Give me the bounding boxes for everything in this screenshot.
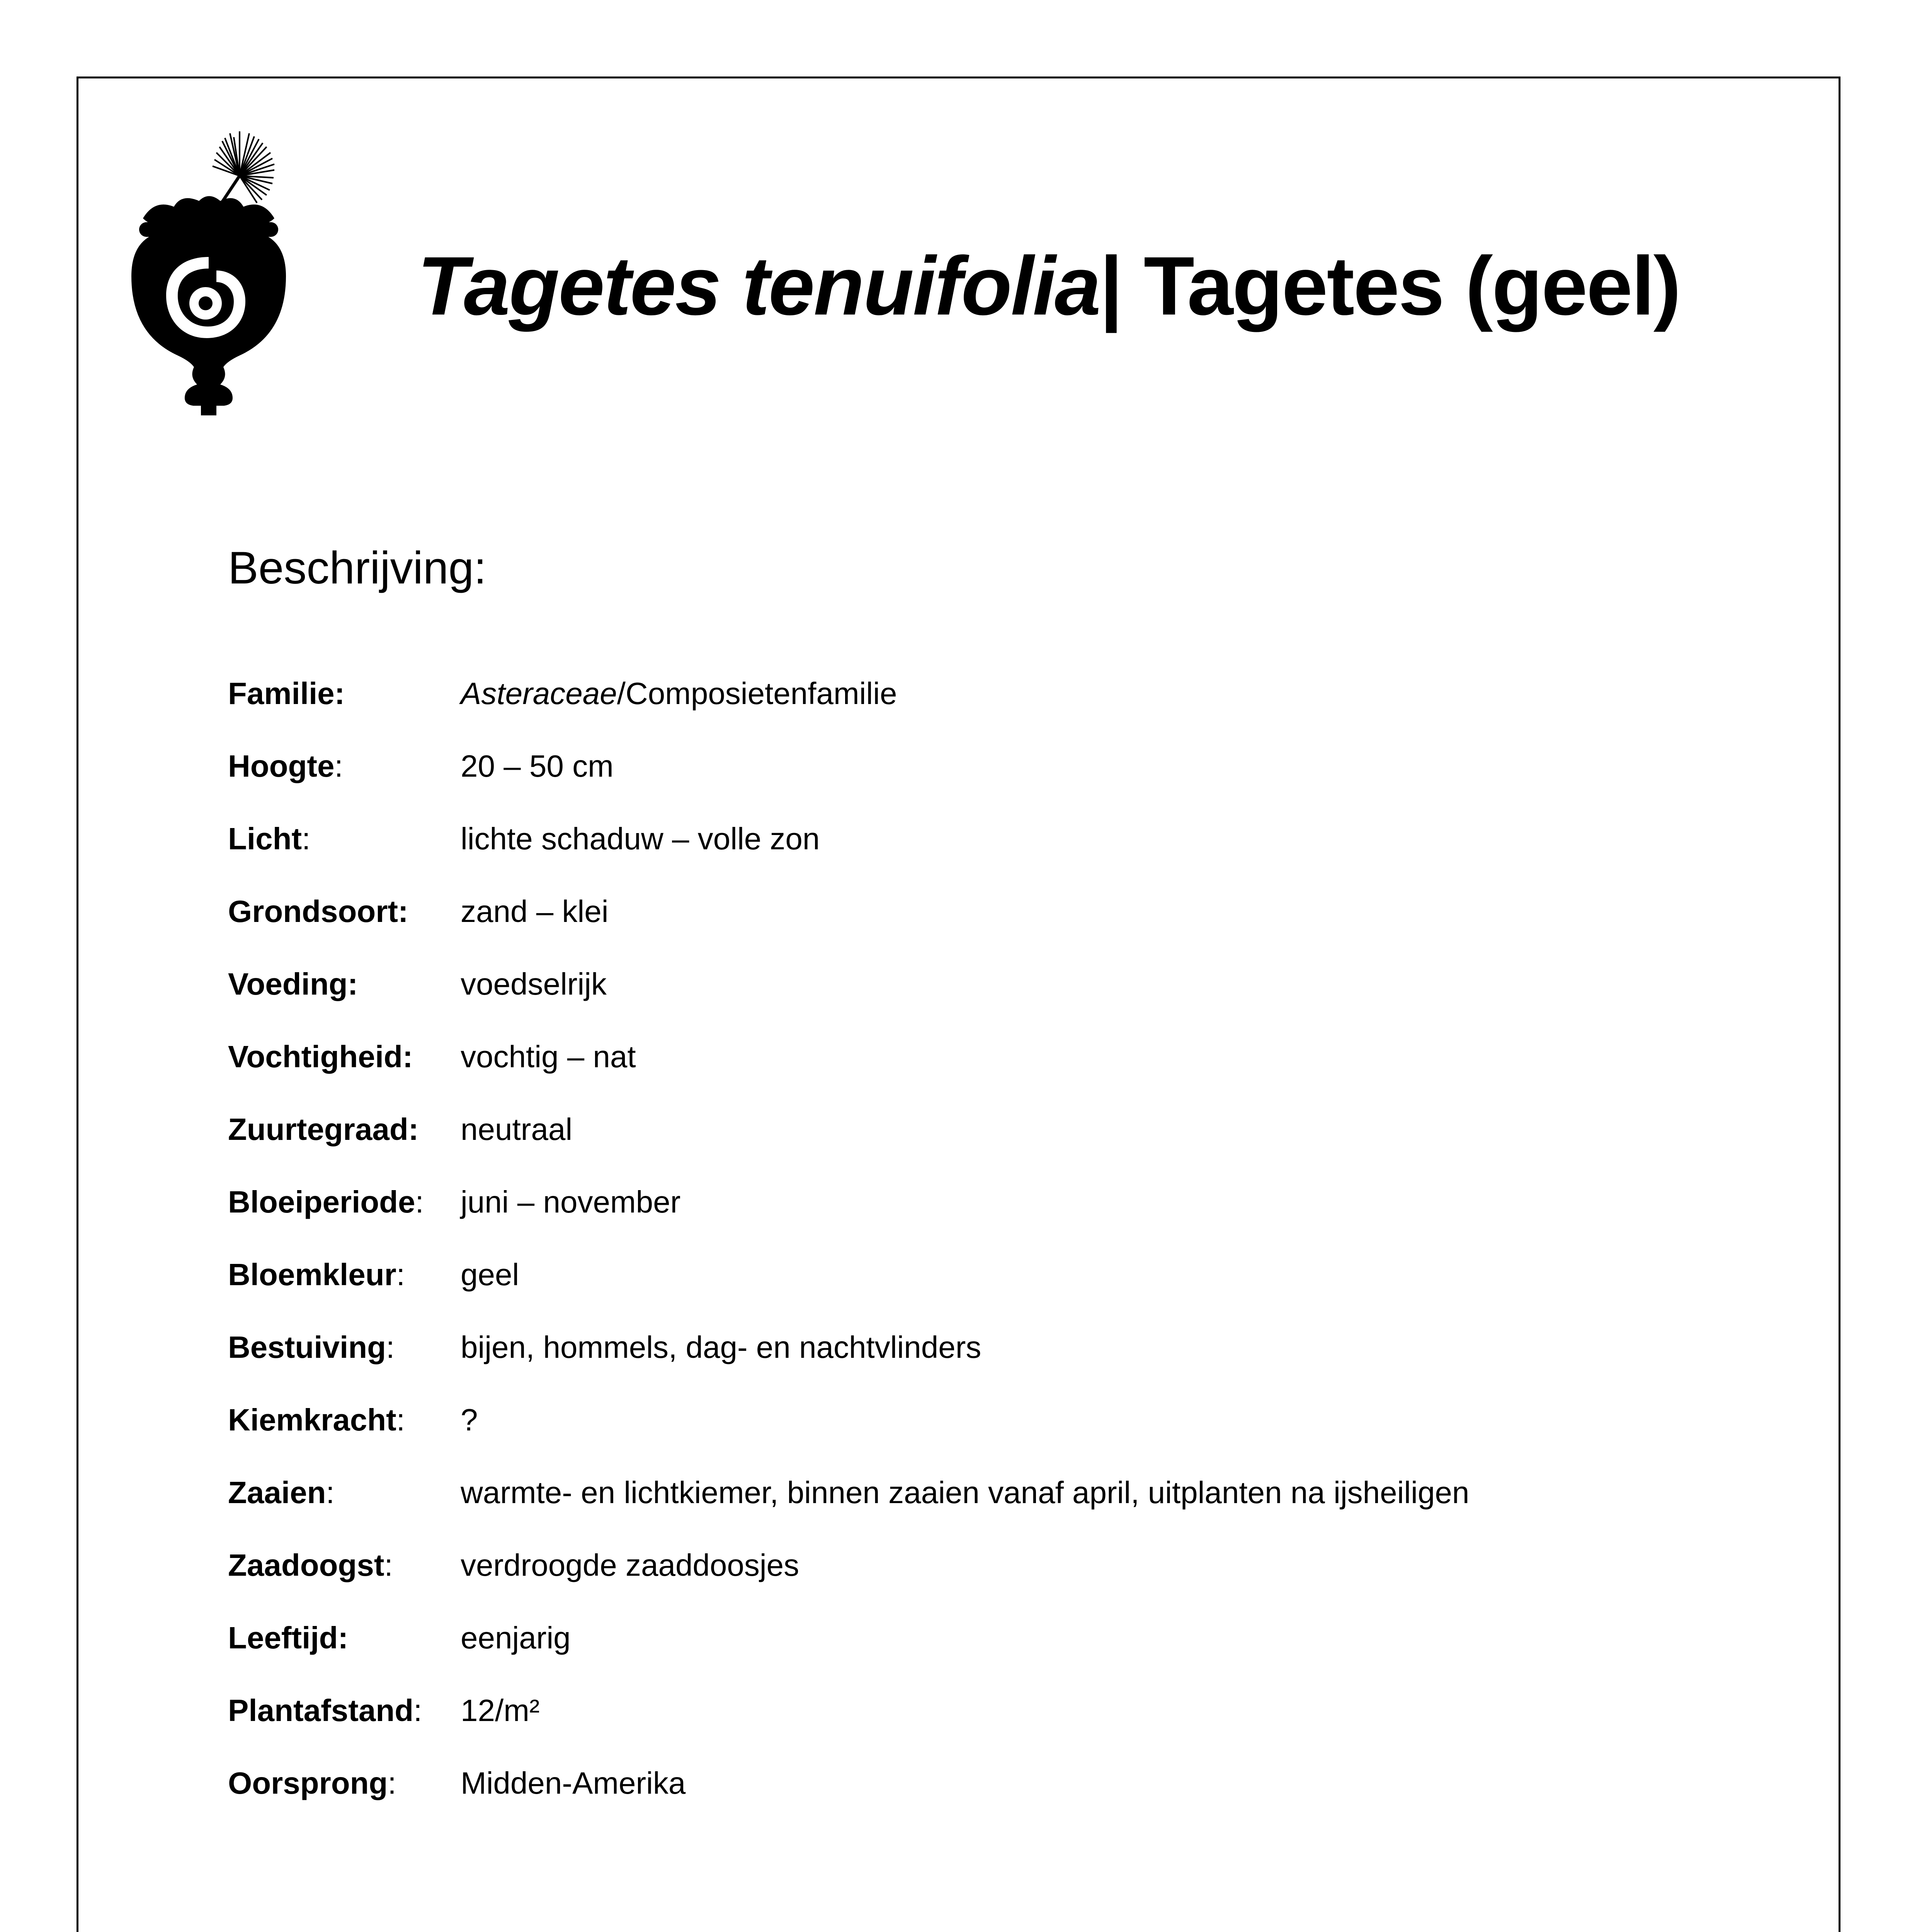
property-label: Hoogte: xyxy=(228,749,343,783)
property-value: vochtig – nat xyxy=(461,1039,636,1074)
property-value: Asteraceae/Composietenfamilie xyxy=(461,676,897,711)
property-label: Familie: xyxy=(228,676,345,711)
property-value: juni – november xyxy=(461,1185,681,1219)
property-row-leeftijd xyxy=(228,1619,1735,1691)
common-name: Tagetes (geel) xyxy=(1143,239,1680,332)
property-value: geel xyxy=(461,1257,519,1292)
property-label: Vochtigheid: xyxy=(228,1039,413,1074)
page-title xyxy=(417,236,1770,336)
property-row-bloemkleur xyxy=(228,1255,1735,1328)
property-row-kiemkracht xyxy=(228,1401,1735,1473)
property-list xyxy=(228,674,1735,1837)
property-label: Bloemkleur: xyxy=(228,1257,405,1292)
property-label: Grondsoort: xyxy=(228,894,408,929)
property-label: Bestuiving: xyxy=(228,1330,395,1364)
property-row-zuurtegraad xyxy=(228,1110,1735,1183)
property-value: Midden-Amerika xyxy=(461,1766,686,1800)
property-value: 12/m² xyxy=(461,1693,540,1728)
property-row-hoogte xyxy=(228,747,1735,820)
property-value: eenjarig xyxy=(461,1621,571,1655)
property-value: zand – klei xyxy=(461,894,609,929)
property-value: neutraal xyxy=(461,1112,573,1146)
property-value: lichte schaduw – volle zon xyxy=(461,821,820,856)
property-row-zaaien xyxy=(228,1473,1735,1546)
property-row-bestuiving xyxy=(228,1328,1735,1401)
property-value: 20 – 50 cm xyxy=(461,749,614,783)
property-value: bijen, hommels, dag- en nachtvlinders xyxy=(461,1330,981,1364)
property-row-grondsoort xyxy=(228,892,1735,965)
property-value: warmte- en lichtkiemer, binnen zaaien vanaf april, uitplanten na ijsheiligen xyxy=(461,1475,1470,1510)
property-row-plantafstand xyxy=(228,1691,1735,1764)
property-label: Kiemkracht: xyxy=(228,1403,405,1437)
property-row-vochtigheid xyxy=(228,1037,1735,1110)
property-label: Plantafstand: xyxy=(228,1693,422,1728)
property-row-familie xyxy=(228,674,1735,747)
section-heading xyxy=(228,539,486,597)
property-label: Zuurtegraad: xyxy=(228,1112,419,1146)
property-label: Bloeiperiode: xyxy=(228,1185,424,1219)
property-label: Leeftijd: xyxy=(228,1621,349,1655)
property-label: Zaaien: xyxy=(228,1475,335,1510)
property-label: Licht: xyxy=(228,821,311,856)
property-row-zaadoogst xyxy=(228,1546,1735,1619)
property-label: Voeding: xyxy=(228,967,358,1001)
scientific-name: Tagetes tenuifolia xyxy=(417,239,1100,332)
property-row-bloeiperiode xyxy=(228,1183,1735,1255)
section-heading-colon: : xyxy=(474,543,486,594)
property-row-voeding xyxy=(228,965,1735,1037)
property-row-licht xyxy=(228,820,1735,892)
property-row-oorsprong xyxy=(228,1764,1735,1837)
title-separator: | xyxy=(1099,239,1144,332)
property-value: verdroogde zaaddoosjes xyxy=(461,1548,799,1582)
section-heading-text: Beschrijving xyxy=(228,543,474,594)
poppy-seed-capsule-icon xyxy=(124,129,294,415)
property-value: voedselrijk xyxy=(461,967,607,1001)
property-label: Zaadoogst: xyxy=(228,1548,393,1582)
property-label: Oorsprong: xyxy=(228,1766,396,1800)
property-value: ? xyxy=(461,1403,478,1437)
